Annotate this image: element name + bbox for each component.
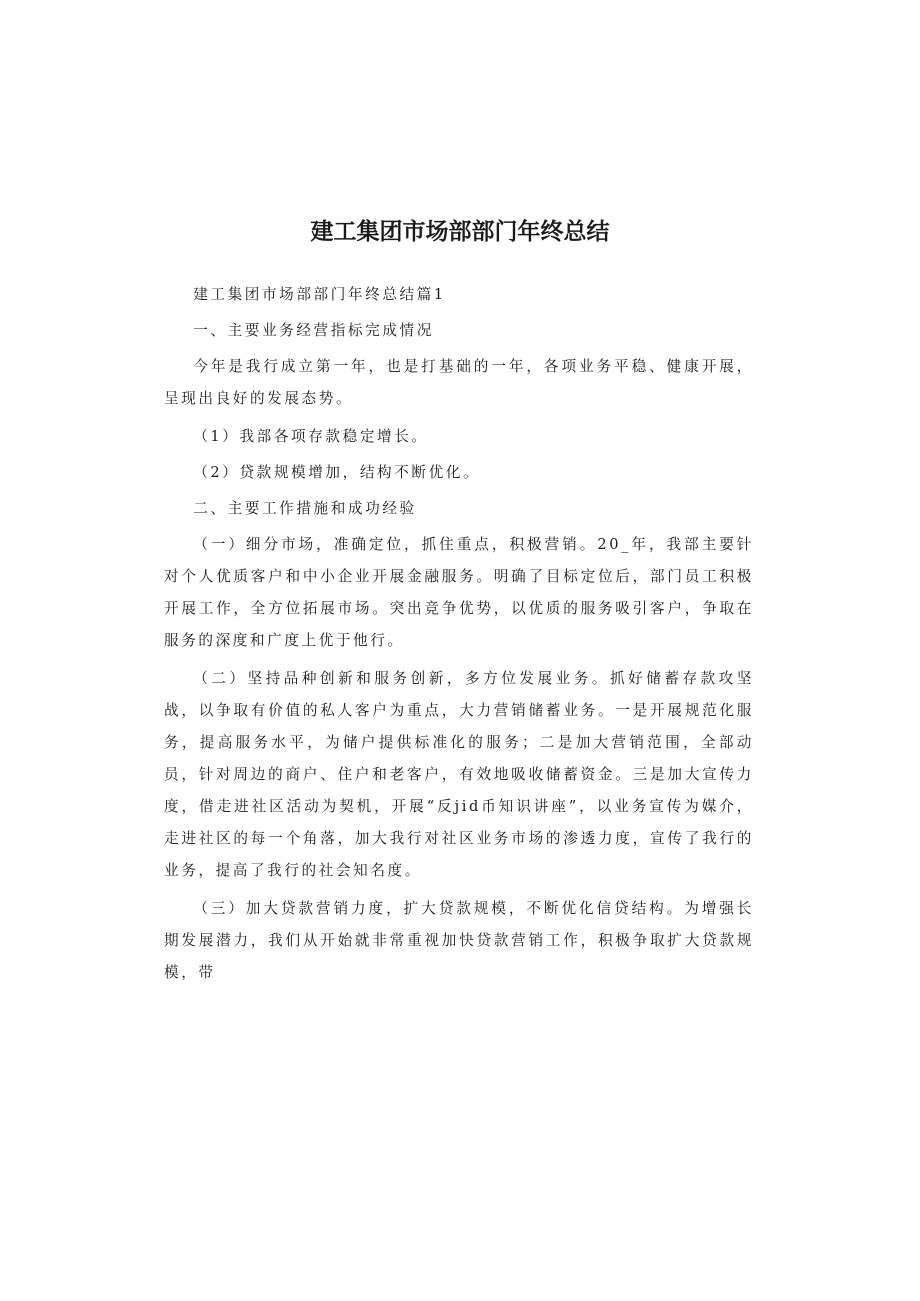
section-heading: 二、主要工作措施和成功经验 xyxy=(193,500,417,517)
paragraph: （三）加大贷款营销力度，扩大贷款规模，不断优化信贷结构。为增强长期发展潜力，我们从开始就非常重视加快贷款营销工作，积极争取扩大贷款规模，带 xyxy=(164,900,754,981)
paragraph: 今年是我行成立第一年，也是打基础的一年，各项业务平稳、健康开展，呈现出良好的发展态势。 xyxy=(164,358,754,407)
list-item: （1）我部各项存款稳定增长。 xyxy=(193,428,429,445)
paragraph: （二）坚持品种创新和服务创新，多方位发展业务。抓好储蓄存款攻坚战，以争取有价值的私人客户为重点，大力营销储蓄业务。一是开展规范化服务，提高服务水平，为储户提供标准化的服务；二是加大营销范围，全部动员，针对周边的商户、住户和老客户，有效地吸收储蓄资金。三是加大宣传力度，借走进社区活动为契机，开展“反jid币知识讲座”，以业务宣传为媒介，走进社区的每一个角落，加大我行对社区业务市场的渗透力度，宣传了我行的业务，提高了我行的社会知名度。 xyxy=(164,670,754,879)
list-item: （2）贷款规模增加，结构不断优化。 xyxy=(193,464,481,481)
document-title: 建工集团市场部部门年终总结 xyxy=(310,219,610,245)
paragraph: （一）细分市场，准确定位，抓住重点，积极营销。20_年，我部主要针对个人优质客户和中小企业开展金融服务。明确了目标定位后，部门员工积极开展工作，全方位拓展市场。突出竞争优势，以优质的服务吸引客户，争取在服务的深度和广度上优于他行。 xyxy=(164,536,754,649)
section-heading: 一、主要业务经营指标完成情况 xyxy=(193,322,434,339)
document-body xyxy=(164,279,754,995)
section-heading: 建工集团市场部部门年终总结篇1 xyxy=(193,286,446,303)
